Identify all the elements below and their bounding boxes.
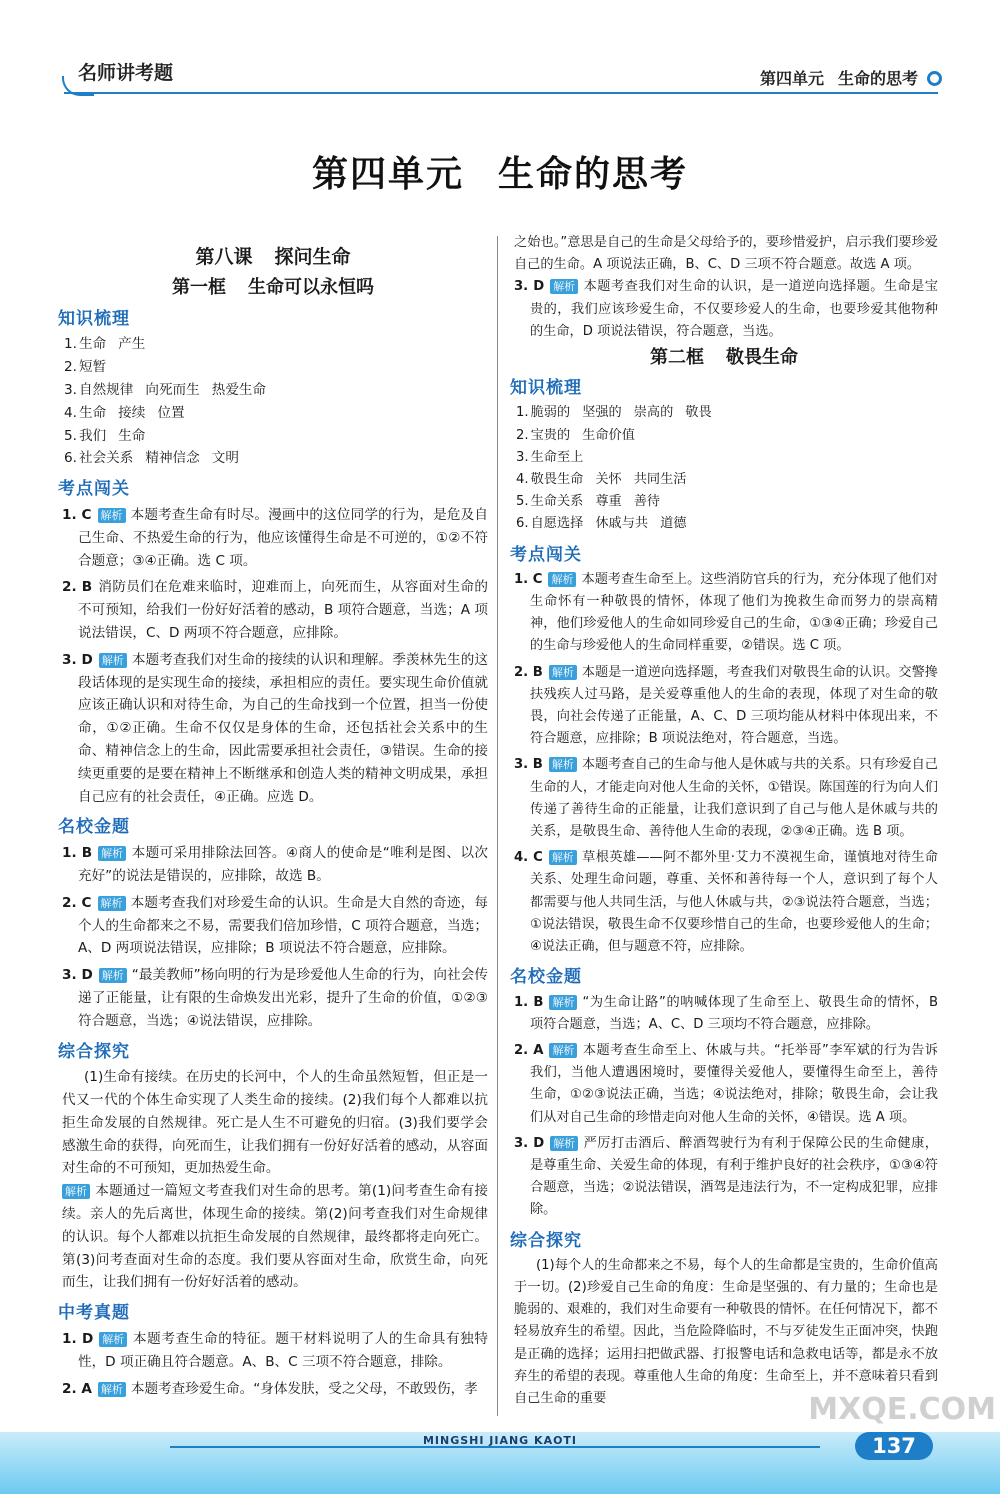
watermark: MXQE.COM	[808, 1392, 996, 1427]
answer-term: 宝贵的	[530, 427, 571, 443]
answer-item	[510, 754, 938, 843]
answer-item	[58, 649, 488, 809]
answer-item	[58, 504, 488, 572]
answer-term: 文明	[211, 450, 239, 467]
answer-term: 生命至上	[530, 449, 584, 465]
answer-item	[510, 1133, 938, 1222]
answer-term: 自然规律	[78, 381, 134, 398]
list-item	[58, 447, 488, 470]
list-item	[58, 356, 488, 379]
answer-text: 本题是一道逆向选择题，考查我们对敬畏生命的认识。交警搀扶残疾人过马路，是关爱尊重他人的生命的表现，体现了对生命的敬畏，向社会传递了正能量，A、C、D 三项均能从材料中体现出来，不符合题意，应排除；B 项说法绝对，符合题意，当选。	[530, 664, 938, 747]
analysis-tag: 解析	[549, 850, 577, 865]
lesson-title	[58, 246, 488, 269]
unit-title-topic: 生命的思考	[498, 154, 689, 195]
answer-term: 生命	[118, 427, 146, 444]
school-list	[58, 842, 488, 1032]
answer-term: 向死而生	[145, 381, 200, 398]
school-list	[510, 992, 938, 1222]
answer-text: 本题考查生命的特征。题干材料说明了人的生命具有独特性，D 项正确且符合题意。A、B、C 三项不符合题意，排除。	[78, 1331, 488, 1370]
analysis-tag: 解析	[98, 896, 126, 911]
answer-term: 生命	[78, 404, 107, 421]
analysis-tag: 解析	[99, 968, 127, 983]
answer-number: 2. B	[62, 579, 93, 596]
answer-number: 3. D	[514, 279, 545, 295]
answer-term: 道德	[660, 516, 687, 532]
answer-term: 休戚与共	[595, 516, 649, 532]
item-number: 1.	[516, 405, 529, 421]
item-number: 1.	[64, 336, 77, 353]
answer-text: 本题考查生命有时尽。漫画中的这位同学的行为，是危及自己生命、不热爱生命的行为，他应该懂得生命是不可逆的，①②不符合题意；③④正确。选 C 项。	[78, 506, 488, 569]
answer-term: 产生	[118, 336, 146, 353]
answer-term: 短暂	[78, 359, 107, 376]
frame-label: 第一框	[172, 276, 226, 298]
answer-term: 坚强的	[582, 405, 622, 421]
answer-term: 精神信念	[145, 450, 200, 467]
answer-number: 2. A	[62, 1380, 92, 1397]
lesson-label: 第八课	[195, 246, 253, 268]
column-divider	[497, 236, 498, 1416]
knowledge-list	[510, 402, 938, 535]
list-item	[510, 491, 938, 513]
answer-number: 4. C	[514, 850, 543, 866]
answer-number: 3. D	[62, 651, 93, 668]
running-header-topic: 生命的思考	[837, 69, 918, 88]
answer-number: 1. B	[62, 845, 93, 862]
item-number: 4.	[516, 472, 529, 488]
list-item	[510, 402, 938, 424]
left-column	[58, 232, 488, 1404]
explore-analysis	[58, 1180, 488, 1294]
frame-label: 第二框	[650, 347, 704, 369]
checkpoint-list	[58, 504, 488, 808]
analysis-tag: 解析	[98, 846, 126, 861]
analysis-tag: 解析	[549, 757, 577, 772]
answer-term: 热爱生命	[211, 381, 267, 398]
answer-number: 1. D	[62, 1331, 94, 1348]
running-header	[746, 66, 918, 89]
analysis-tag: 解析	[99, 1332, 127, 1347]
answer-text: 本题考查生命至上、休戚与共。“托举哥”李军斌的行为告诉我们，当他人遭遇困境时，要懂得关爱他人，要懂得生命至上，善待生命，①②③说法正确，当选；④说法绝对，排除；敬畏生命，会让我们从对自己生命的珍惜走向对他人生命的关怀，④错误。选 A 项。	[530, 1042, 938, 1125]
analysis-tag: 解析	[62, 1184, 90, 1199]
answer-number: 1. C	[514, 571, 543, 587]
analysis-tag: 解析	[98, 1382, 126, 1397]
item-number: 2.	[64, 359, 77, 376]
answer-term: 我们	[78, 427, 107, 444]
item-number: 4.	[64, 404, 77, 421]
answer-number: 1. B	[514, 994, 544, 1010]
answer-number: 3. D	[62, 967, 93, 984]
frame-topic: 敬畏生命	[726, 347, 798, 369]
book-brand: 名师讲考题	[78, 62, 174, 84]
answer-text: 本题考查我们对珍爱生命的认识。生命是大自然的奇迹，每个人的生命都来之不易，需要我们倍加珍惜，C 项符合题意，当选；A、D 两项说法错误，应排除；B 项说法不符合题意，应排除。	[78, 894, 488, 957]
exam-list	[58, 1328, 488, 1400]
list-item	[58, 379, 488, 402]
item-number: 6.	[516, 516, 529, 532]
answer-item	[58, 1378, 488, 1401]
list-item	[58, 425, 488, 448]
answer-term: 尊重	[595, 494, 622, 510]
analysis-tag: 解析	[550, 279, 578, 294]
section-heading-knowledge: 知识梳理	[510, 378, 582, 399]
answer-text: “最美教师”杨向明的行为是珍爱他人生命的行为，向社会传递了正能量，让有限的生命焕发出光彩，提升了生命的价值，①②③符合题意，当选；④说法错误，应排除。	[78, 967, 488, 1029]
page-number: 137	[855, 1432, 933, 1460]
answer-term: 接续	[118, 404, 146, 421]
section-heading-checkpoint: 考点闯关	[58, 479, 130, 500]
answer-number: 3. D	[514, 1135, 545, 1151]
analysis-tag: 解析	[549, 665, 577, 680]
answer-term: 敬畏	[685, 405, 712, 421]
analysis-tag: 解析	[548, 572, 576, 587]
answer-text: 本题考查我们对生命的接续的认识和理解。季羡林先生的这段话体现的是实现生命的接续，承担相应的责任。要实现生命价值就应该正确认识和对待生命，为自己的生命找到一个位置，担当一份使命，①②正确。生命不仅仅是身体的生命，还包括社会关系中的生命、精神信念上的生命，因此需要承担社会责任，③错误。生命的接续更重要的是要在精神上不断继承和创造人类的精神文明成果，承担自己应有的社会责任，④正确。应选 D。	[78, 651, 488, 805]
list-item	[58, 402, 488, 425]
list-item	[510, 513, 938, 535]
answer-number: 3. B	[514, 757, 543, 773]
list-item	[510, 469, 938, 491]
continued-answer: 之始也。”意思是自己的生命是父母给予的，要珍惜爱护，启示我们要珍爱自己的生命。A 项说法正确，B、C、D 三项不符合题意。故选 A 项。	[514, 235, 938, 273]
knowledge-list	[58, 333, 488, 470]
answer-text: 草根英雄——阿不都外里·艾力不漠视生命，谨慎地对待生命关系、处理生命问题，尊重、关怀和善待每一个人，意识到了每个人都需要与他人共同生活，与他人休戚与共，②③说法符合题意，当选；①说法错误，敬畏生命不仅要珍惜自己的生命，也要珍爱他人的生命；④说法正确，但与题意不符，应排除。	[530, 850, 938, 955]
answer-number: 1. C	[62, 506, 92, 523]
footer-brand: MINGSHI JIANG KAOTI	[422, 1434, 578, 1447]
answer-number: 2. C	[62, 894, 92, 911]
frame-topic: 生命可以永恒吗	[248, 276, 374, 298]
answer-term: 自愿选择	[530, 516, 584, 532]
frame-title	[58, 277, 488, 300]
item-number: 6.	[64, 450, 77, 467]
item-number: 2.	[516, 427, 529, 443]
answer-text: 本题考查生命至上。这些消防官兵的行为，充分体现了他们对生命怀有一种敬畏的情怀，体现了他们为挽救生命而努力的崇高精神，他们珍爱他人的生命如同珍爱自己的生命，①③④正确；珍爱自己的生命与珍爱他人的生命同样重要，②错误。选 C 项。	[530, 571, 938, 654]
section-heading-exam: 中考真题	[58, 1303, 130, 1324]
analysis-tag: 解析	[550, 1136, 578, 1151]
answer-term: 共同生活	[633, 472, 687, 488]
answer-item	[58, 576, 488, 644]
answer-term: 社会关系	[78, 450, 134, 467]
answer-term: 崇高的	[633, 405, 674, 421]
answer-item	[58, 1328, 488, 1374]
answer-term: 生命	[78, 336, 107, 353]
header-rule	[64, 92, 938, 94]
item-number: 3.	[64, 381, 77, 398]
right-column	[510, 232, 938, 1410]
answer-text: 本题可采用排除法回答。④商人的使命是“唯利是图、以次充好”的说法是错误的，应排除，故选 B。	[78, 845, 488, 884]
section-heading-checkpoint: 考点闯关	[510, 544, 582, 565]
answer-item	[510, 276, 938, 343]
answer-number: 2. B	[514, 664, 543, 680]
lesson-topic: 探问生命	[274, 246, 351, 268]
answer-item	[510, 1040, 938, 1129]
analysis-tag: 解析	[98, 508, 126, 523]
answer-item	[58, 842, 488, 888]
answer-term: 生命关系	[530, 494, 584, 510]
answer-text: 消防员们在危难来临时，迎难而上，向死而生，从容面对生命的不可预知，给我们一份好好活着的感动，B 项符合题意，当选；A 项说法错误，C、D 两项不符合题意，应排除。	[78, 579, 488, 641]
header-dot-icon	[927, 71, 942, 86]
section-heading-explore: 综合探究	[58, 1041, 130, 1062]
list-item	[58, 333, 488, 356]
unit-title-label: 第四单元	[311, 154, 464, 195]
answer-term: 善待	[633, 494, 661, 510]
answer-item	[510, 662, 938, 751]
answer-item	[510, 992, 938, 1036]
section-heading-school: 名校金题	[510, 967, 582, 988]
answer-text: 本题考查我们对生命的认识，是一道逆向选择题。生命是宝贵的，我们应该珍爱生命，不仅要珍爱人的生命，也要珍爱其他物种的生命，D 项说法错误，符合题意，当选。	[530, 279, 938, 339]
section-heading-knowledge: 知识梳理	[58, 308, 130, 329]
answer-text: “为生命让路”的呐喊体现了生命至上、敬畏生命的情怀，B 项符合题意，当选；A、C、D 三项均不符合题意，应排除。	[530, 994, 938, 1032]
analysis-tag: 解析	[99, 653, 127, 668]
answer-term: 生命价值	[582, 427, 635, 443]
answer-item	[510, 569, 938, 658]
answer-item	[510, 847, 938, 958]
explore-answer: (1)每个人的生命都来之不易，每个人的生命都是宝贵的，生命价值高于一切。(2)珍爱自己生命的角度：生命是坚强的、有力量的；生命也是脆弱的、艰难的，我们对生命要有一种敬畏的情怀。在任何情况下，都不轻易放弃生的希望。因此，当危险降临时，不与歹徒发生正面冲突，快跑是正确的选择；运用扫把做武器、打报警电话和急救电话等，都是永不放弃生的希望的表现。尊重他人生命的角度：生命至上，并不意味着只看到自己生命的重要	[514, 1257, 938, 1406]
answer-text: 严厉打击酒后、醉酒驾驶行为有利于保障公民的生命健康，是尊重生命、关爱生命的体现，有利于维护良好的社会秩序，①③④符合题意，当选；②说法错误，酒驾是违法行为，不一定构成犯罪，应排除。	[530, 1135, 938, 1218]
answer-text: 本题考查珍爱生命。“身体发肤，受之父母，不敢毁伤，孝	[130, 1380, 478, 1397]
answer-term: 脆弱的	[530, 405, 571, 421]
answer-term: 关怀	[595, 472, 622, 488]
answer-number: 2. A	[514, 1042, 544, 1058]
checkpoint-list	[510, 569, 938, 958]
explore-analysis-text: 本题通过一篇短文考查我们对生命的思考。第(1)问考查生命有接续。亲人的先后离世，体现生命的接续。第(2)问考查我们对生命规律的认识。每个人都难以抗拒生命发展的自然规律，最终都将走向死亡。第(3)问考查面对生命的态度。我们要从容面对生命，欣赏生命，向死而生，让我们拥有一份好好活着的感动。	[62, 1183, 488, 1291]
answer-text: 本题考查自己的生命与他人是休戚与共的关系。只有珍爱自己生命的人，才能走向对他人生命的关怀，①错误。陈国莲的行为向人们传递了善待生命的正能量，让我们意识到了自己与他人是休戚与共的关系，是敬畏生命、善待他人生命的表现，②③④正确。选 B 项。	[530, 757, 938, 840]
answer-item	[58, 892, 488, 960]
item-number: 3.	[516, 449, 529, 465]
page-header	[0, 0, 1000, 95]
list-item	[510, 447, 938, 469]
section-heading-explore: 综合探究	[510, 1230, 582, 1251]
answer-term: 敬畏生命	[530, 472, 584, 488]
running-header-unit: 第四单元	[759, 69, 824, 88]
frame-title	[510, 347, 938, 369]
answer-term: 位置	[157, 404, 185, 421]
analysis-tag: 解析	[549, 995, 577, 1010]
answer-item	[58, 964, 488, 1032]
unit-title	[0, 146, 1000, 197]
item-number: 5.	[516, 494, 529, 510]
list-item	[510, 425, 938, 447]
analysis-tag: 解析	[549, 1043, 577, 1058]
explore-answer: (1)生命有接续。在历史的长河中，个人的生命虽然短暂，但正是一代又一代的个体生命实现了人类生命的接续。(2)我们每个人都难以抗拒生命发展的自然规律。死亡是人生不可避免的归宿。(3)我们要学会感激生命的获得，向死而生，让我们拥有一份好好活着的感动，从容面对生命的不可预知，更加热爱生命。	[62, 1069, 488, 1177]
section-heading-school: 名校金题	[58, 817, 130, 838]
item-number: 5.	[64, 427, 77, 444]
